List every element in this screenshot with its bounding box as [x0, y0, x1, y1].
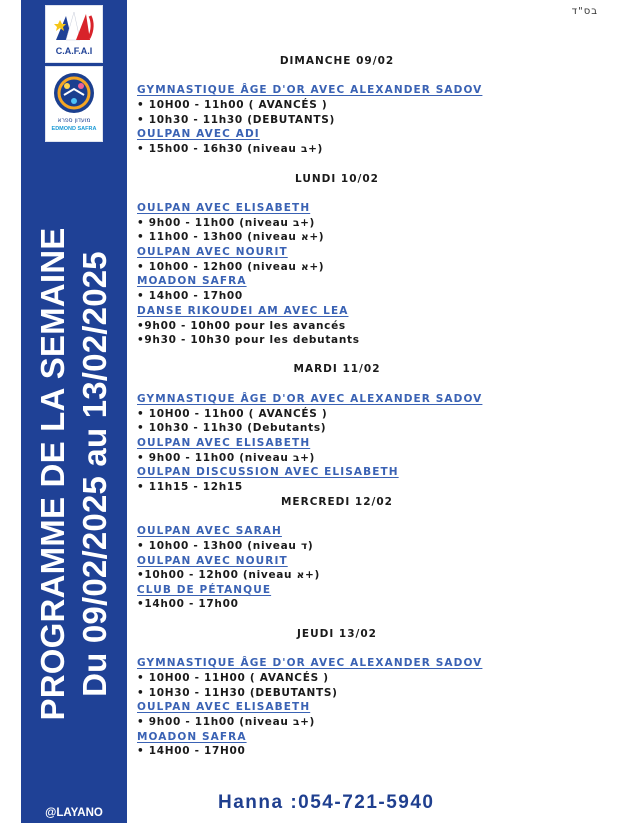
time-slot: • 10H00 - 11H00 ( AVANCÉS ) [137, 672, 329, 684]
time-slot: • 10H30 - 11H30 (DEBUTANTS) [137, 687, 338, 699]
contact-phone[interactable]: Hanna :054-721-5940 [218, 792, 435, 813]
safra-emblem-icon [46, 67, 102, 141]
sidebar [21, 0, 127, 823]
activity-title[interactable]: OULPAN DISCUSSION AVEC ELISABETH [137, 466, 399, 478]
programme-title-line1: PROGRAMME DE LA SEMAINE [34, 227, 71, 721]
time-slot: •9h30 - 10h30 pour les debutants [137, 334, 360, 346]
time-slot: • 9h00 - 11h00 (niveau ב+) [137, 452, 316, 464]
day-title-monday: LUNDI 10/02 [295, 173, 379, 185]
time-slot: • 10H00 - 11h00 ( AVANCÉS ) [137, 408, 328, 420]
programme-title-line2: Du 09/02/2025 au 13/02/2025 [76, 251, 113, 697]
time-slot: • 14H00 - 17H00 [137, 745, 246, 757]
day-title-wednesday: MERCREDI 12/02 [280, 496, 393, 508]
day-title-thursday: JEUDI 13/02 [297, 628, 377, 640]
time-slot: •14h00 - 17h00 [137, 598, 239, 610]
time-slot: • 10h00 - 13h00 (niveau ד) [137, 540, 314, 552]
time-slot: • 9h00 - 11h00 (niveau ב+) [137, 716, 316, 728]
activity-title[interactable]: MOADON SAFRA [137, 731, 247, 743]
activity-title[interactable]: DANSE RIKOUDEI AM AVEC LEA [137, 305, 349, 317]
activity-title[interactable]: OULPAN AVEC ELISABETH [137, 437, 311, 449]
time-slot: •10h00 - 12h00 (niveau א+) [137, 569, 320, 581]
cafai-logo [45, 5, 103, 63]
activity-title[interactable]: OULPAN AVEC ELISABETH [137, 202, 311, 214]
svg-text:מועדון ספרא: מועדון ספרא [57, 117, 91, 124]
day-title-sunday: DIMANCHE 09/02 [279, 55, 395, 67]
day-title-tuesday: MARDI 11/02 [293, 363, 381, 375]
time-slot: • 14h00 - 17h00 [137, 290, 243, 302]
time-slot: • 11h15 - 12h15 [137, 481, 243, 493]
time-slot: • 11h00 - 13h00 (niveau א+) [137, 231, 325, 243]
activity-title[interactable]: OULPAN AVEC ADI [137, 128, 260, 140]
cafai-flag-icon [46, 6, 102, 62]
time-slot: • 15h00 - 16h30 (niveau ב+) [137, 143, 324, 155]
activity-title[interactable]: GYMNASTIQUE ÂGE D'OR AVEC ALEXANDER SADOV [137, 84, 483, 96]
time-slot: • 10h30 - 11h30 (Debutants) [137, 422, 327, 434]
activity-title[interactable]: CLUB DE PÉTANQUE [137, 584, 272, 596]
bsd-label: בס"ד [571, 6, 598, 17]
programme-title [32, 228, 116, 721]
time-slot: • 10h30 - 11h30 (DEBUTANTS) [137, 114, 335, 126]
svg-text:EDMOND SAFRA: EDMOND SAFRA [51, 126, 97, 132]
activity-title[interactable]: OULPAN AVEC NOURIT [137, 555, 288, 567]
activity-title[interactable]: OULPAN AVEC ELISABETH [137, 701, 311, 713]
safra-logo [45, 66, 103, 142]
activity-title[interactable]: OULPAN AVEC NOURIT [137, 246, 288, 258]
time-slot: • 10H00 - 11h00 ( AVANCÉS ) [137, 99, 328, 111]
social-handle: @LAYANO [45, 807, 103, 819]
activity-title[interactable]: OULPAN AVEC SARAH [137, 525, 282, 537]
activity-title[interactable]: GYMNASTIQUE ÂGE D'OR AVEC ALEXANDER SADOV [137, 657, 483, 669]
svg-text:C.A.F.A.I: C.A.F.A.I [55, 46, 93, 56]
activity-title[interactable]: MOADON SAFRA [137, 275, 247, 287]
activity-title[interactable]: GYMNASTIQUE ÂGE D'OR AVEC ALEXANDER SADOV [137, 393, 483, 405]
time-slot: • 9h00 - 11h00 (niveau ב+) [137, 217, 316, 229]
time-slot: • 10h00 - 12h00 (niveau א+) [137, 261, 325, 273]
time-slot: •9h00 - 10h00 pour les avancés [137, 320, 346, 332]
